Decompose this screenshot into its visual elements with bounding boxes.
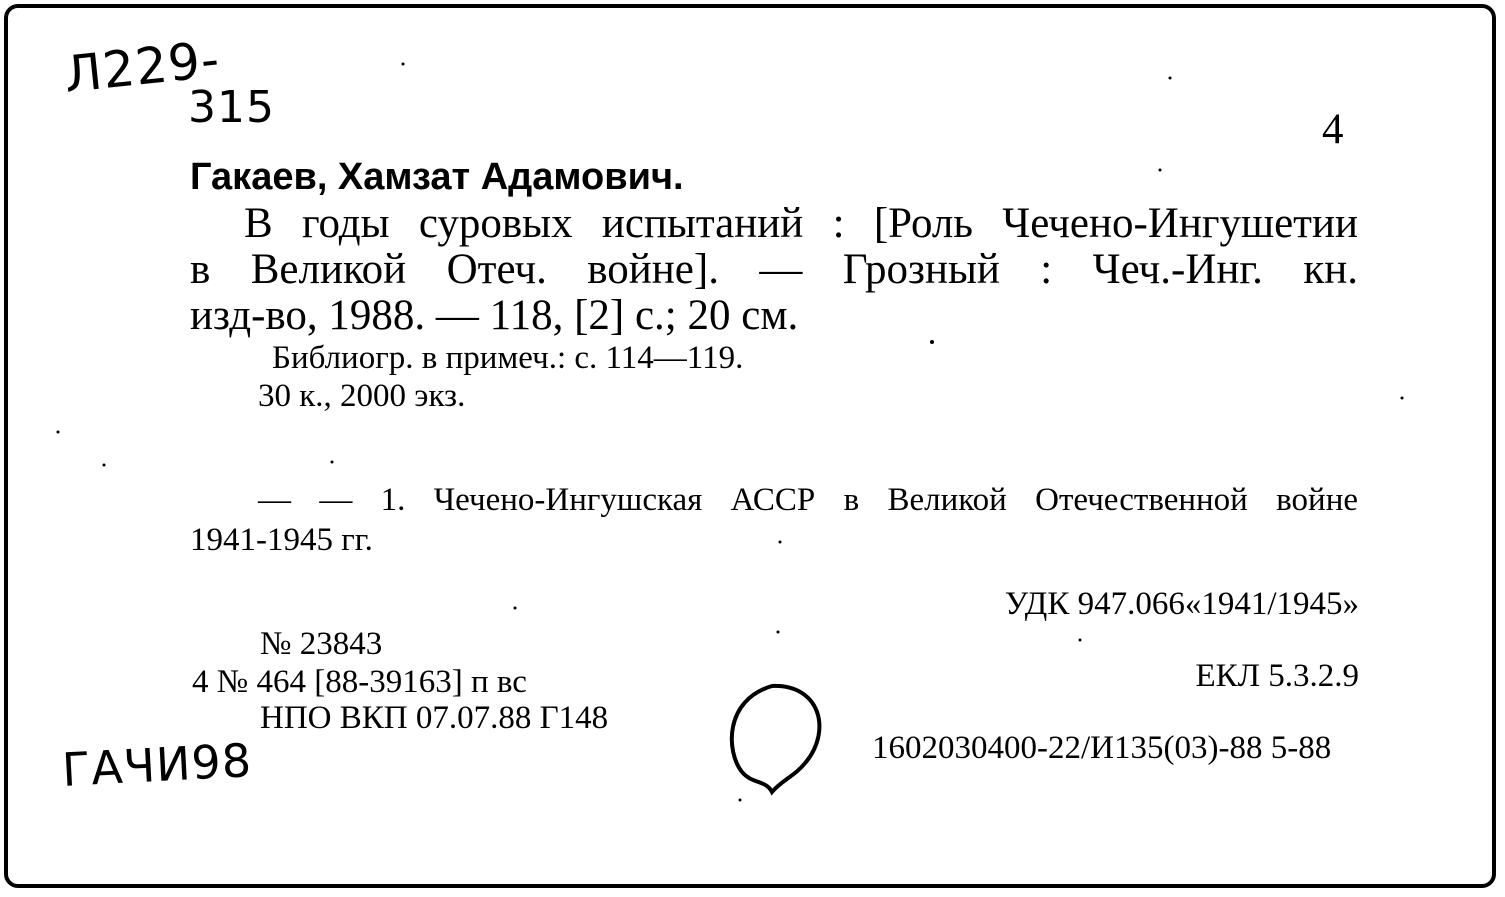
- handwritten-shelf-mark-number: 315: [188, 82, 275, 133]
- card-number: 4: [1322, 106, 1344, 153]
- ekl-code: ЕКЛ 5.3.2.9: [1195, 658, 1359, 694]
- udk-code: УДК 947.066«1941/1945»: [1004, 586, 1359, 622]
- handwritten-shelf-mark: Л229-: [61, 30, 223, 104]
- title-line-2: в Великой Отеч. войне]. — Грозный : Чеч.-Инг. кн.: [190, 246, 1358, 293]
- author-heading: Гакаев, Хамзат Адамович.: [190, 156, 684, 198]
- order-line: 4 № 464 [88-39163] п вс: [192, 664, 527, 700]
- price-and-print-run: 30 к., 2000 экз.: [258, 378, 466, 414]
- subject-line-2: 1941-1945 гг.: [190, 522, 373, 558]
- title-line-1: В годы суровых испытаний : [Роль Чечено-Ингушетии: [244, 200, 1358, 247]
- handwritten-bottom-mark: ГАЧИ98: [60, 733, 254, 797]
- title-line-3: изд-во, 1988. — 118, [2] с.; 20 см.: [190, 292, 799, 339]
- npo-line: НПО ВКП 07.07.88 Г148: [260, 700, 609, 736]
- record-number: № 23843: [260, 626, 383, 662]
- subject-line-1: — — 1. Чечено-Ингушская АССР в Великой Отечественной войне: [258, 482, 1358, 518]
- isbn-code: 1602030400-22/И135(03)-88 5-88: [872, 730, 1332, 766]
- bibliography-note: Библиогр. в примеч.: с. 114—119.: [272, 340, 744, 376]
